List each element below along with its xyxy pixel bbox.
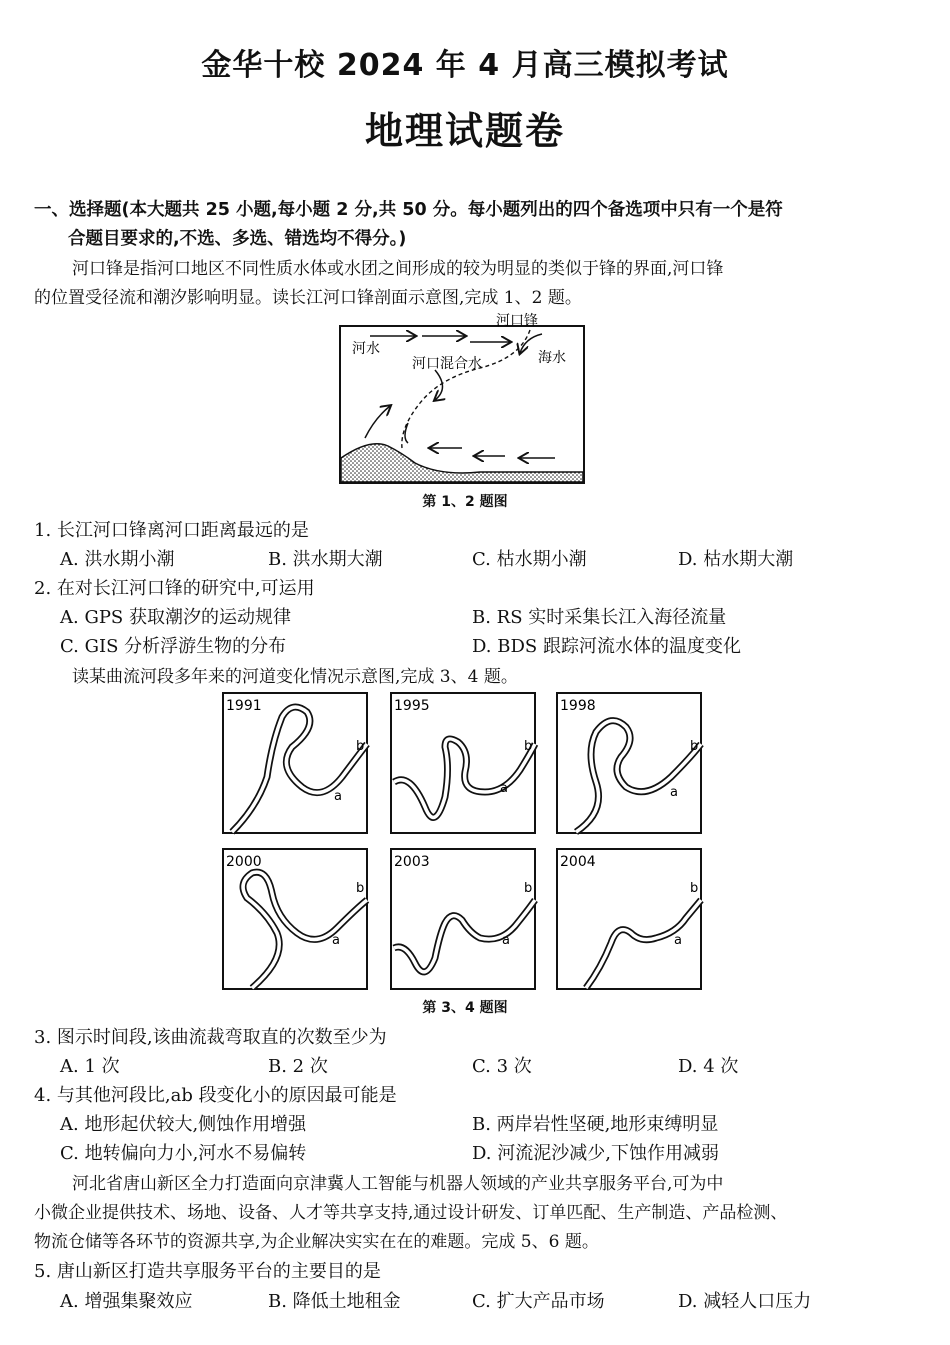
passage3-line1: 河北省唐山新区全力打造面向京津冀人工智能与机器人领域的产业共享服务平台,可为中 — [72, 1174, 724, 1194]
section-instruction-line1: 一、选择题(本大题共 25 小题,每小题 2 分,共 50 分。每小题列出的四个备选项中只有一个是符 — [34, 200, 783, 220]
q4-option-a: A. 地形起伏较大,侧蚀作用增强 — [60, 1114, 307, 1135]
exam-title: 金华十校 2024 年 4 月高三模拟考试 — [201, 48, 729, 83]
q3-option-d: D. 4 次 — [678, 1056, 739, 1077]
passage2-line1: 读某曲流河段多年来的河道变化情况示意图,完成 3、4 题。 — [72, 667, 518, 687]
figure2-caption: 第 3、4 题图 — [422, 1000, 508, 1016]
panel-2000 — [223, 849, 367, 989]
panel-1998 — [557, 693, 701, 833]
svg-text:a: a — [670, 785, 678, 800]
q1-option-d: D. 枯水期大潮 — [678, 549, 794, 570]
svg-text:2003: 2003 — [394, 854, 430, 870]
passage3-line2: 小微企业提供技术、场地、设备、人才等共享支持,通过设计研发、订单匹配、生产制造、产品检测、 — [34, 1203, 788, 1223]
q5-option-c: C. 扩大产品市场 — [472, 1291, 605, 1312]
panel-2004 — [557, 849, 701, 989]
svg-text:a: a — [674, 933, 682, 948]
q1-option-c: C. 枯水期小潮 — [472, 549, 587, 570]
q3-option-a: A. 1 次 — [60, 1056, 120, 1077]
q4-stem: 4. 与其他河段比,ab 段变化小的原因最可能是 — [34, 1085, 397, 1106]
svg-text:b: b — [690, 881, 699, 896]
svg-text:b: b — [690, 739, 699, 754]
front-line — [402, 330, 530, 448]
section-instruction-line2: 合题目要求的,不选、多选、错选均不得分。) — [68, 229, 407, 249]
svg-text:a: a — [334, 789, 342, 804]
q1-stem: 1. 长江河口锋离河口距离最远的是 — [34, 520, 309, 541]
curved-arrow — [435, 370, 443, 400]
q4-option-b: B. 两岸岩性坚硬,地形束缚明显 — [472, 1114, 719, 1135]
passage3-line3: 物流仓储等各环节的资源共享,为企业解决实实在在的难题。完成 5、6 题。 — [34, 1232, 599, 1252]
svg-text:a: a — [332, 933, 340, 948]
svg-text:2000: 2000 — [226, 854, 262, 870]
curved-arrow — [365, 406, 390, 438]
svg-text:1991: 1991 — [226, 698, 262, 714]
svg-text:a: a — [500, 781, 508, 796]
q2-stem: 2. 在对长江河口锋的研究中,可运用 — [34, 578, 315, 599]
q4-option-c: C. 地转偏向力小,河水不易偏转 — [60, 1143, 307, 1164]
q5-option-b: B. 降低土地租金 — [268, 1291, 401, 1312]
q3-stem: 3. 图示时间段,该曲流裁弯取直的次数至少为 — [34, 1027, 387, 1048]
q1-option-b: B. 洪水期大潮 — [268, 549, 383, 570]
svg-text:b: b — [524, 739, 533, 754]
svg-text:a: a — [502, 933, 510, 948]
seabed — [341, 444, 583, 482]
q2-option-b: B. RS 实时采集长江入海径流量 — [472, 607, 727, 628]
paper-subtitle: 地理试题卷 — [364, 109, 565, 153]
label-sea: 海水 — [538, 350, 566, 366]
label-river: 河水 — [352, 341, 380, 357]
passage1-line1: 河口锋是指河口地区不同性质水体或水团之间形成的较为明显的类似于锋的界面,河口锋 — [72, 259, 724, 279]
q3-option-c: C. 3 次 — [472, 1056, 532, 1077]
svg-text:2004: 2004 — [560, 854, 596, 870]
q2-option-a: A. GPS 获取潮汐的运动规律 — [60, 607, 291, 628]
q5-option-a: A. 增强集聚效应 — [60, 1291, 193, 1312]
q5-stem: 5. 唐山新区打造共享服务平台的主要目的是 — [34, 1261, 381, 1282]
figure1-caption: 第 1、2 题图 — [422, 494, 508, 510]
svg-text:1998: 1998 — [560, 698, 596, 714]
svg-text:1995: 1995 — [394, 698, 430, 714]
q1-option-a: A. 洪水期小潮 — [60, 549, 175, 570]
svg-text:b: b — [524, 881, 533, 896]
svg-text:b: b — [356, 739, 365, 754]
q2-option-c: C. GIS 分析浮游生物的分布 — [60, 636, 287, 657]
meander-change-figure — [222, 692, 704, 990]
q3-option-b: B. 2 次 — [268, 1056, 328, 1077]
q4-option-d: D. 河流泥沙减少,下蚀作用减弱 — [472, 1143, 719, 1164]
label-front: 河口锋 — [496, 313, 538, 329]
estuary-front-diagram — [330, 308, 600, 488]
q5-option-d: D. 减轻人口压力 — [678, 1291, 812, 1312]
panel-1991 — [223, 693, 367, 833]
q2-option-d: D. BDS 跟踪河流水体的温度变化 — [472, 636, 741, 657]
passage1-line2: 的位置受径流和潮汐影响明显。读长江河口锋剖面示意图,完成 1、2 题。 — [34, 288, 582, 308]
panel-2003 — [391, 849, 535, 989]
svg-text:b: b — [356, 881, 365, 896]
panel-1995 — [391, 693, 535, 833]
label-mix: 河口混合水 — [412, 356, 482, 372]
